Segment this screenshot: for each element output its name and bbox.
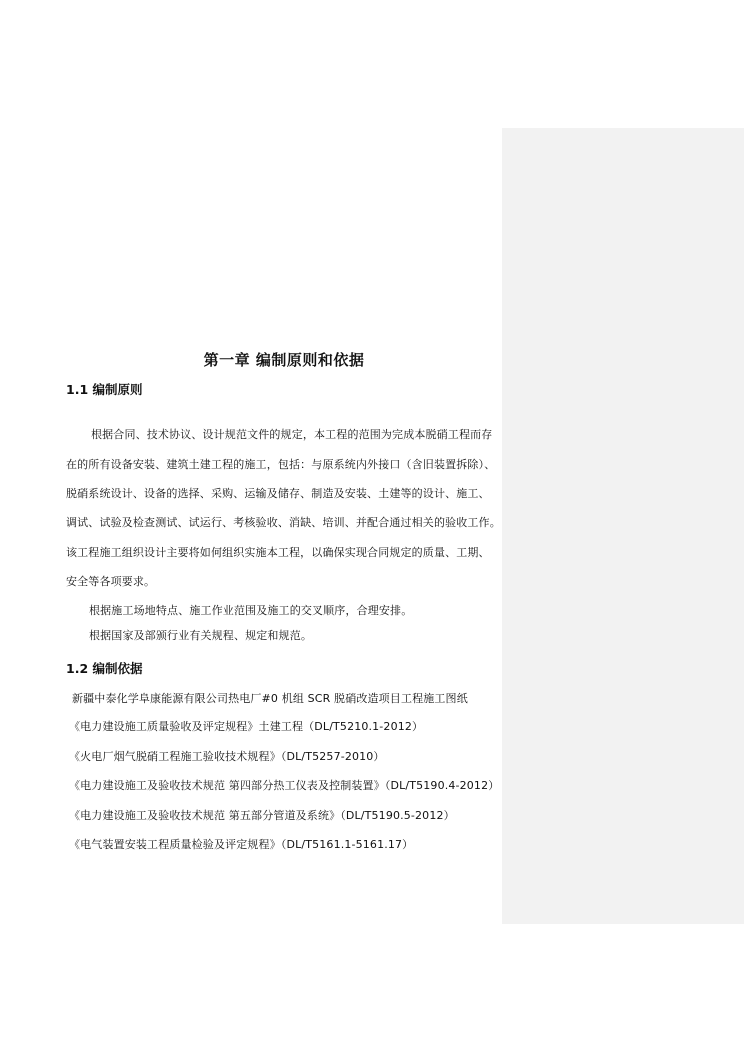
reference-item: 《电力建设施工质量验收及评定规程》土建工程（DL/T5210.1-2012）: [69, 720, 424, 733]
paragraph-line: 在的所有设备安装、建筑土建工程的施工，包括：与原系统内外接口（含旧装置拆除）、: [66, 458, 496, 471]
paragraph-line: 根据合同、技术协议、设计规范文件的规定，本工程的范围为完成本脱硝工程而存: [91, 428, 493, 441]
reference-item: 《电力建设施工及验收技术规范 第五部分管道及系统》（DL/T5190.5-2012）: [69, 809, 455, 822]
paragraph-line: 安全等各项要求。: [66, 575, 156, 588]
comment-pane: [502, 128, 744, 924]
paragraph-line: 脱硝系统设计、设备的选择、采购、运输及储存、制造及安装、土建等的设计、施工、: [66, 487, 490, 500]
reference-item: 《火电厂烟气脱硝工程施工验收技术规程》（DL/T5257-2010）: [69, 750, 385, 763]
principle-item: 根据施工场地特点、施工作业范围及施工的交叉顺序，合理安排。: [89, 604, 413, 617]
reference-item: 新疆中泰化学阜康能源有限公司热电厂#0 机组 SCR 脱硝改造项目工程施工图纸: [72, 692, 468, 705]
paragraph-line: 该工程施工组织设计主要将如何组织实施本工程，以确保实现合同规定的质量、工期、: [66, 546, 490, 559]
section-heading-1-1: 1.1 编制原则: [66, 382, 143, 397]
paragraph-line: 调试、试验及检查测试、试运行、考核验收、消缺、培训、并配合通过相关的验收工作。: [66, 516, 501, 529]
chapter-title: 第一章 编制原则和依据: [203, 351, 365, 369]
reference-item: 《电气装置安装工程质量检验及评定规程》（DL/T5161.1-5161.17）: [69, 838, 414, 851]
principle-item: 根据国家及部颁行业有关规程、规定和规范。: [89, 629, 312, 642]
reference-item: 《电力建设施工及验收技术规范 第四部分热工仪表及控制装置》（DL/T5190.4-2012）: [69, 779, 500, 792]
section-heading-1-2: 1.2 编制依据: [66, 661, 143, 676]
